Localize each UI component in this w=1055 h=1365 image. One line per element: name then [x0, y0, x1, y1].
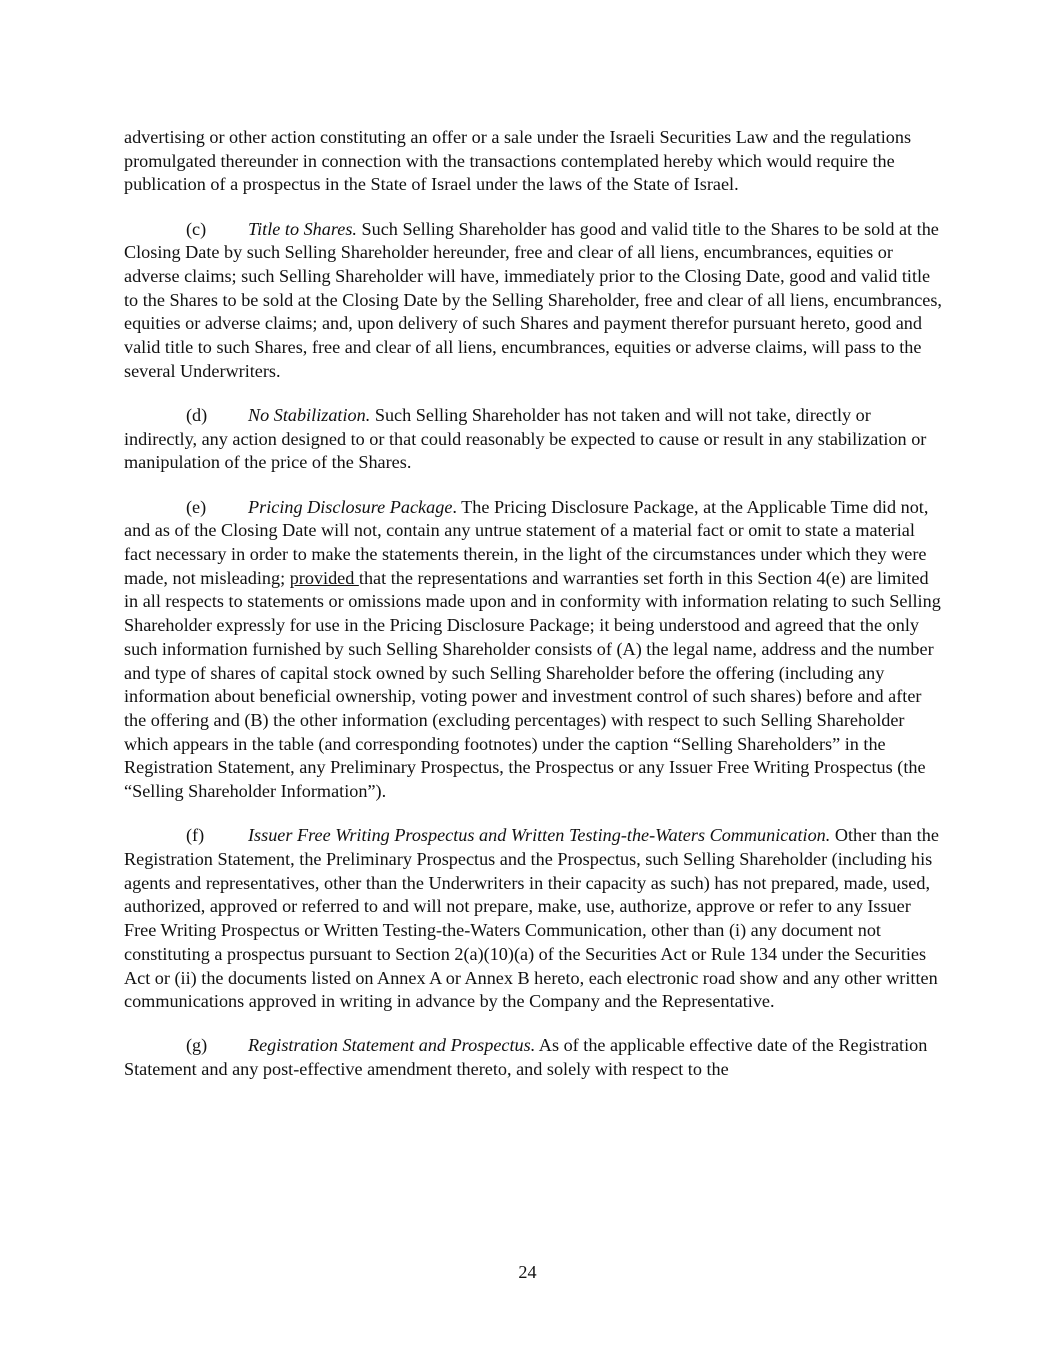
section-g-text: As of the applicable effective date of the Registration Statement and any post-effective amendment thereto, and solely with respect to the	[124, 1035, 928, 1080]
section-g-heading: Registration Statement and Prospectus.	[248, 1035, 536, 1056]
section-e-text-a: . The Pricing Disclosure Package, at the Applicable Time did not, and as of the Closing Date will not, contain any untrue statement of a material fact or omit to state a material fact necessary in order to make the statements therein, in the light of the circumstances under which they were made, not misleading;	[124, 496, 929, 588]
section-f-number: (f)	[186, 825, 205, 846]
page-number: 24	[518, 1262, 537, 1282]
section-d-number: (d)	[186, 405, 208, 426]
section-d	[124, 404, 944, 475]
section-c-text: Such Selling Shareholder has good and valid title to the Shares to be sold at the Closing Date by such Selling Shareholder hereunder, free and clear of all liens, encumbrances, equities or adverse claims; such Selling Shareholder will have, immediately prior to the Closing Date, good and valid title to the Shares to be sold at the Closing Date by the Selling Shareholder, free and clear of all liens, encumbrances, equities or adverse claims; and, upon delivery of such Shares and payment therefor pursuant hereto, good and valid title to such Shares, free and clear of all liens, encumbrances, equities or adverse claims, will pass to the several Underwriters.	[124, 218, 942, 381]
section-f	[124, 824, 944, 1014]
section-e-number: (e)	[186, 496, 207, 517]
provided-underlined: provided	[289, 567, 359, 588]
section-g	[124, 1034, 944, 1081]
section-d-text: Such Selling Shareholder has not taken and will not take, directly or indirectly, any action designed to or that could reasonably be expected to cause or result in any stabilization or manipulation of the price of the Shares.	[124, 405, 927, 473]
section-f-heading: Issuer Free Writing Prospectus and Written Testing-the-Waters Communication.	[248, 825, 831, 846]
section-c-heading: Title to Shares.	[248, 218, 357, 239]
section-e-text-b: that the representations and warranties set forth in this Section 4(e) are limited in all respects to statements or omissions made upon and in conformity with information relating to such Selling Shareholder expressly for use in the Pricing Disclosure Package; it being understood and agreed that the only such information furnished by such Selling Shareholder consists of (A) the legal name, address and the number and type of shares of capital stock owned by such Selling Shareholder before the offering (including any information about beneficial ownership, voting power and investment control of such shares) before and after the offering and (B) the other information (excluding percentages) with respect to such Selling Shareholder which appears in the table (and corresponding footnotes) under the caption “Selling Shareholders” in the Registration Statement, any Preliminary Prospectus, the Prospectus or any Issuer Free Writing Prospectus (the “Selling Shareholder Information”).	[124, 567, 941, 802]
section-f-text: Other than the Registration Statement, the Preliminary Prospectus and the Prospectus, such Selling Shareholder (including his agents and representatives, other than the Underwriters in their capacity as such) has not prepared, made, used, authorized, approved or referred to and will not prepare, make, use, authorize, approve or refer to any Issuer Free Writing Prospectus or Written Testing-the-Waters Communication, other than (i) any document not constituting a prospectus pursuant to Section 2(a)(10)(a) of the Securities Act or Rule 134 under the Securities Act or (ii) the documents listed on Annex A or Annex B hereto, each electronic road show and any other written communications approved in writing in advance by the Company and the Representative.	[124, 825, 939, 1012]
section-e	[124, 496, 944, 804]
section-c	[124, 218, 944, 384]
section-e-heading: Pricing Disclosure Package	[248, 496, 453, 517]
section-c-number: (c)	[186, 218, 207, 239]
section-g-number: (g)	[186, 1035, 208, 1056]
document-page	[124, 126, 944, 1102]
section-d-heading: No Stabilization.	[248, 405, 371, 426]
intro-paragraph: advertising or other action constituting an offer or a sale under the Israeli Securities Law and the regulations promulgated thereunder in connection with the transactions contemplated hereby which would require the publication of a prospectus in the State of Israel under the laws of the State of Israel.	[124, 127, 912, 195]
